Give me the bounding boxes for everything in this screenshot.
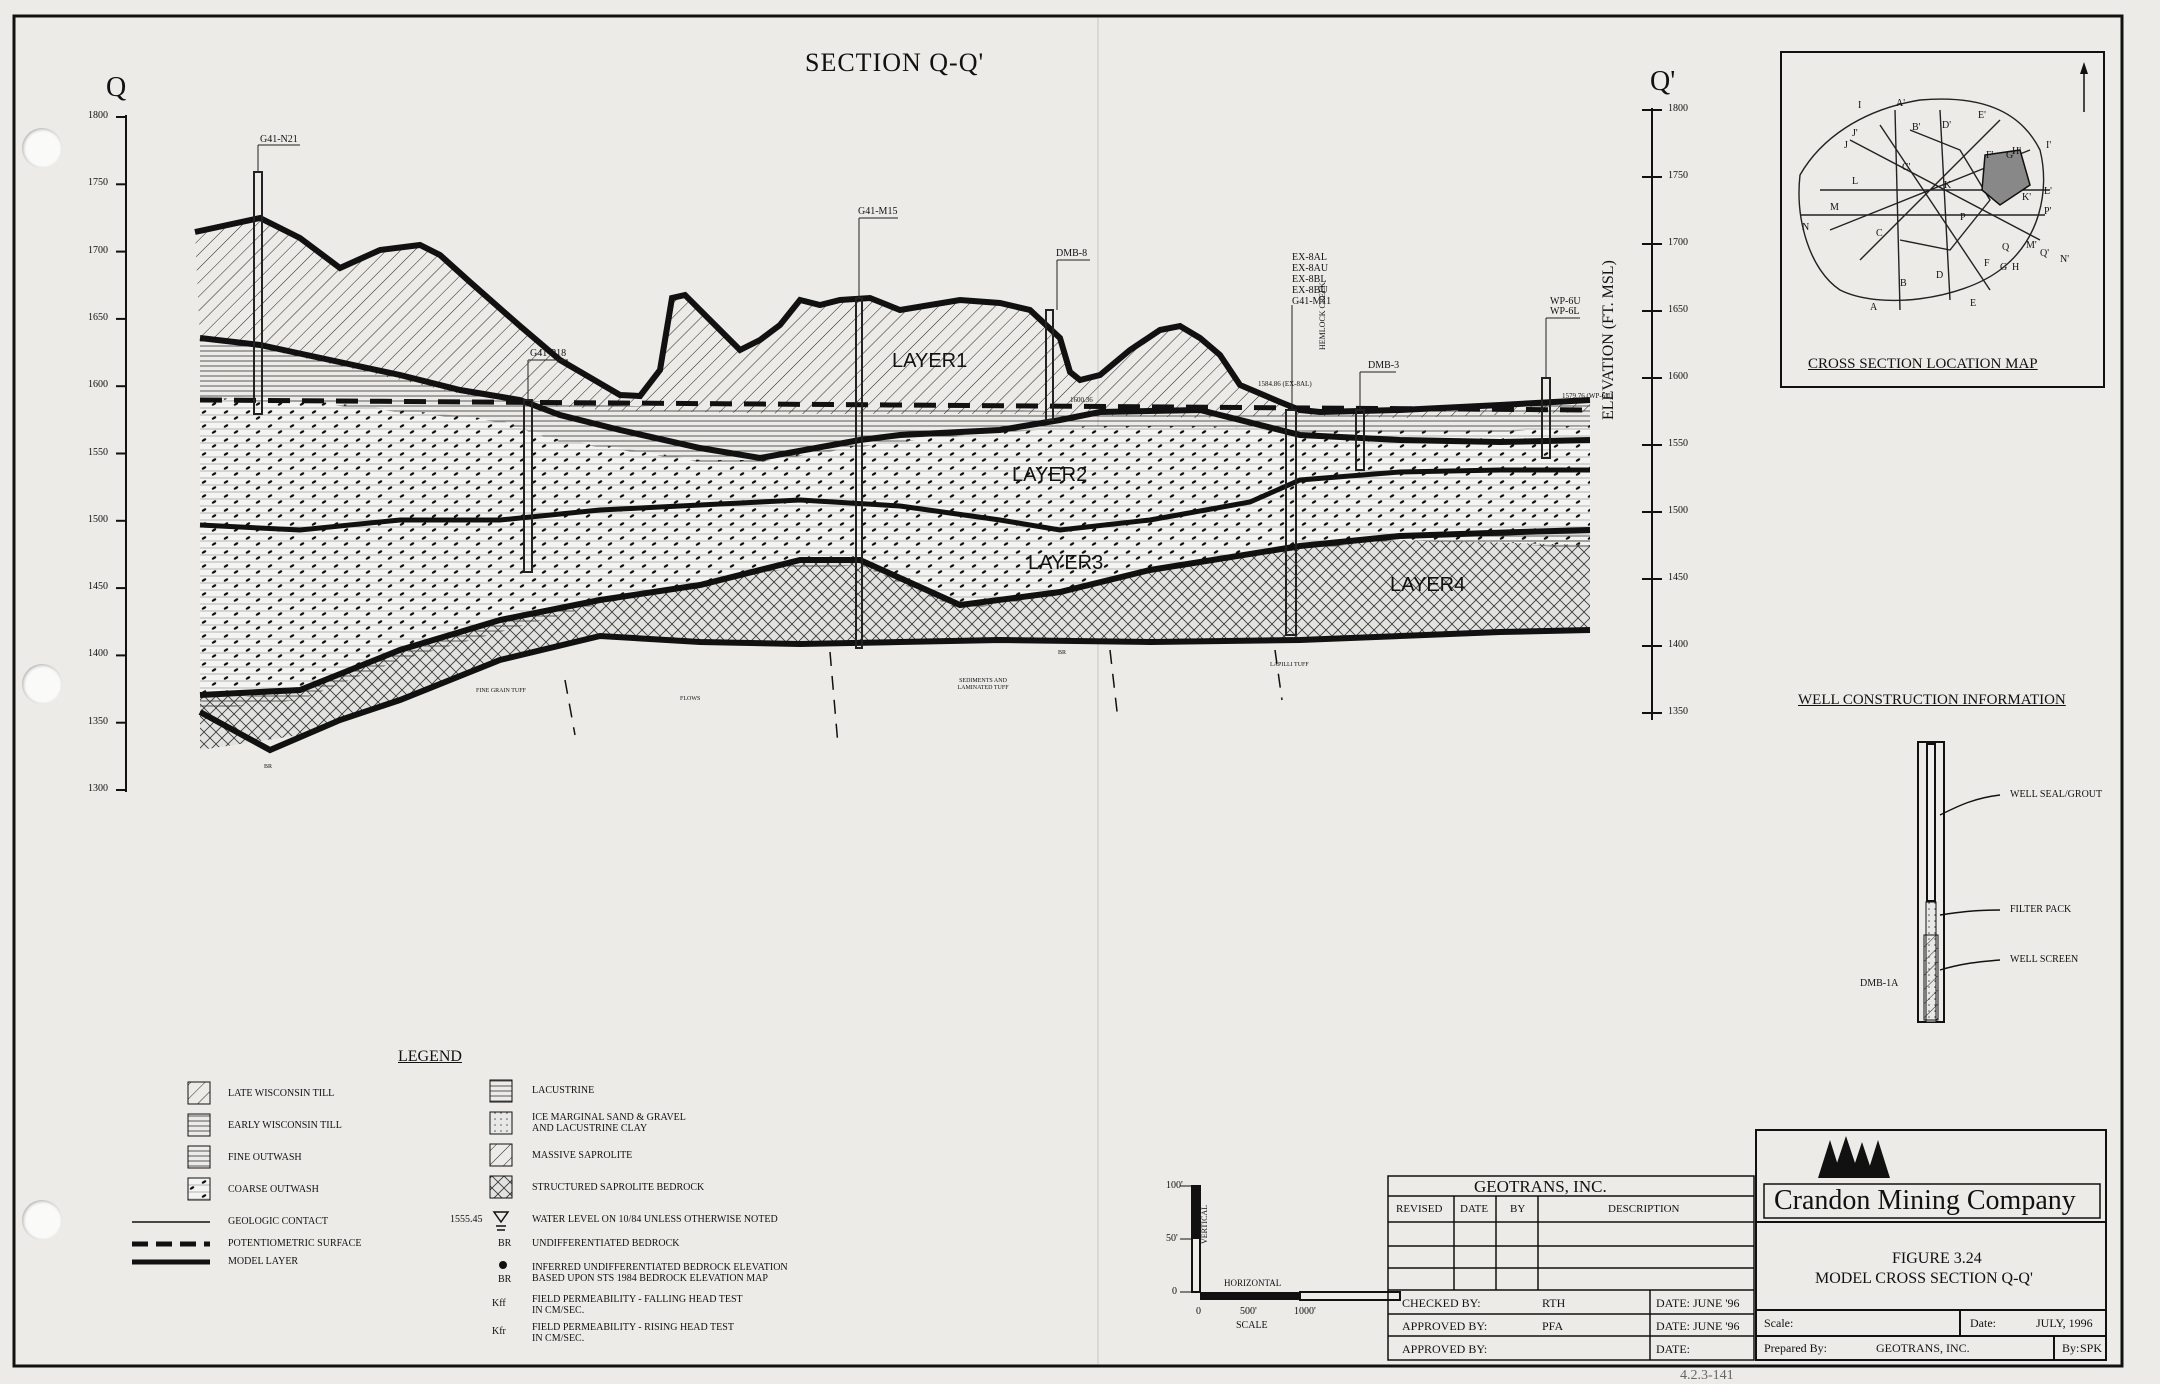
map-section-letter: N [1802, 222, 1810, 233]
section-title: SECTION Q-Q' [805, 48, 985, 77]
scale-graphic [1180, 1186, 1400, 1300]
bedrock-label: LAPILLI TUFF [1270, 662, 1309, 668]
axis-tick-label: 1750 [1668, 170, 1688, 181]
map-section-letter: P' [2044, 206, 2052, 217]
map-section-letter: B' [1912, 122, 1921, 133]
map-section-letter: E' [1978, 110, 1986, 121]
legend-item: EARLY WISCONSIN TILL [228, 1120, 342, 1131]
legend-wl-value: 1555.45 [450, 1214, 483, 1225]
scale-label: 500' [1240, 1306, 1257, 1317]
legend-item: WATER LEVEL ON 10/84 UNLESS OTHERWISE NOTED [532, 1214, 778, 1225]
scale-label: 1000' [1294, 1306, 1316, 1317]
scale-label: 100' [1166, 1180, 1183, 1191]
creek-label: HEMLOCK CREEK [1318, 282, 1327, 350]
map-section-letter: I' [2046, 140, 2052, 151]
approved-by-label: APPROVED BY: [1402, 1342, 1488, 1356]
layer-3-label: LAYER3 [1028, 552, 1104, 574]
legend-br: BR [498, 1238, 512, 1249]
well-id-label: DMB-1A [1860, 978, 1899, 989]
axis-tick-label: 1600 [88, 379, 108, 391]
date-cell: DATE: [1656, 1342, 1690, 1356]
scale-label: 0 [1196, 1306, 1201, 1317]
map-section-letter: C' [1902, 162, 1911, 173]
legend-kfr: Kfr [492, 1326, 506, 1337]
water-level-label: 1600.36 [1070, 396, 1093, 404]
revision-col: BY [1510, 1203, 1526, 1215]
map-section-letter: N' [2060, 254, 2070, 265]
legend-item: POTENTIOMETRIC SURFACE [228, 1238, 362, 1249]
well-label: EX-8AL [1292, 252, 1327, 263]
map-section-letter: G' [2006, 150, 2016, 161]
axis-tick-label: 1650 [1668, 304, 1688, 315]
axis-tick-label: 1400 [88, 648, 108, 660]
map-section-letter: H [2012, 262, 2020, 273]
legend-item: FIELD PERMEABILITY - FALLING HEAD TEST [532, 1294, 743, 1305]
scale-field-label: Scale: [1764, 1316, 1794, 1330]
layer-2-label: LAYER2 [1012, 464, 1088, 486]
axis-tick-label: 1800 [88, 110, 108, 121]
map-section-letter: C [1876, 228, 1883, 239]
scale-label: 0 [1172, 1286, 1177, 1297]
map-section-letter: Q [2002, 242, 2010, 253]
scale-horizontal-label: HORIZONTAL [1224, 1278, 1282, 1288]
bedrock-label: FLOWS [680, 696, 701, 702]
legend-item: IN CM/SEC. [532, 1305, 585, 1316]
well-label: G41-P18 [530, 348, 567, 359]
map-section-letter: L [1852, 176, 1859, 187]
map-section-letter: L' [2044, 186, 2052, 197]
axis-tick-label: 1600 [1668, 371, 1688, 382]
approved-by-label: APPROVED BY: [1402, 1319, 1488, 1333]
bedrock-label: BR [264, 764, 273, 770]
legend-item: FIELD PERMEABILITY - RISING HEAD TEST [532, 1322, 734, 1333]
legend-item: MODEL LAYER [228, 1256, 299, 1267]
revision-company: GEOTRANS, INC. [1474, 1177, 1607, 1196]
legend-item: INFERRED UNDIFFERENTIATED BEDROCK ELEVATION [532, 1262, 788, 1273]
axis-tick-label: 1350 [88, 715, 108, 727]
well-label: G41-M11 [1292, 296, 1332, 307]
axis-tick-label: 1550 [88, 446, 108, 458]
layer-1-label: LAYER1 [892, 350, 968, 372]
section-end-marker: Q' [1650, 66, 1676, 97]
well-label: WP-6L [1550, 306, 1580, 317]
date-cell: DATE: JUNE '96 [1656, 1319, 1740, 1333]
well-label: WP-6U [1550, 296, 1581, 307]
map-section-letter: P [1960, 212, 1966, 223]
map-section-letter: B [1900, 278, 1907, 289]
well-label: G41-N21 [260, 134, 298, 145]
company-logo-trees [1818, 1136, 1890, 1178]
well-label: G41-M15 [858, 206, 898, 217]
legend-item: BASED UPON STS 1984 BEDROCK ELEVATION MAP [532, 1273, 768, 1284]
scale-vertical-label: VERTICAL [1200, 1204, 1209, 1244]
page-number: 4.2.3-141 [1680, 1368, 1734, 1383]
map-section-letter: G [2000, 262, 2008, 273]
well-label: DMB-3 [1368, 360, 1400, 371]
legend-kff: Kff [492, 1298, 506, 1309]
prepared-by: GEOTRANS, INC. [1876, 1341, 1970, 1355]
map-section-letter: K' [2022, 192, 2032, 203]
scale-label: 50' [1166, 1233, 1178, 1244]
well-label: EX-8BL [1292, 274, 1327, 285]
legend-item: FINE OUTWASH [228, 1152, 302, 1163]
map-section-letter: K [1944, 180, 1952, 191]
legend-item: LATE WISCONSIN TILL [228, 1088, 335, 1099]
checked-by-label: CHECKED BY: [1402, 1296, 1481, 1310]
figure-number: FIGURE 3.24 [1892, 1250, 1982, 1267]
elevation-axis-title: ELEVATION (FT. MSL) [1600, 260, 1617, 420]
axis-tick-label: 1550 [1668, 438, 1688, 449]
legend-title: LEGEND [398, 1048, 462, 1065]
date-field: JULY, 1996 [2036, 1316, 2093, 1330]
axis-tick-label: 1450 [1668, 572, 1688, 583]
axis-tick-label: 1700 [88, 244, 108, 256]
map-section-letter: D [1936, 270, 1944, 281]
location-map-title: CROSS SECTION LOCATION MAP [1808, 356, 2038, 372]
axis-tick-label: 1350 [1668, 706, 1688, 717]
map-section-letter: F' [1986, 150, 1994, 161]
revision-col: REVISED [1396, 1203, 1443, 1215]
well-label: EX-8BU [1292, 285, 1328, 296]
bedrock-label: SEDIMENTS AND LAMINATED TUFF [957, 678, 1009, 691]
axis-tick-label: 1300 [88, 783, 108, 794]
map-section-letter: D' [1942, 120, 1952, 131]
legend-br: BR [498, 1274, 512, 1285]
axis-tick-label: 1500 [88, 513, 108, 525]
legend-item: UNDIFFERENTIATED BEDROCK [532, 1238, 680, 1249]
legend-item: MASSIVE SAPROLITE [532, 1150, 633, 1161]
legend-item: IN CM/SEC. [532, 1333, 585, 1344]
date-field-label: Date: [1970, 1316, 1996, 1330]
date-cell: DATE: JUNE '96 [1656, 1296, 1740, 1310]
map-section-letter: M' [2026, 240, 2037, 251]
map-section-letter: M [1830, 202, 1839, 213]
company-name: Crandon Mining Company [1774, 1185, 2076, 1216]
prepared-by-label: Prepared By: [1764, 1341, 1827, 1355]
checked-by: RTH [1542, 1296, 1566, 1310]
legend-item: GEOLOGIC CONTACT [228, 1216, 329, 1227]
map-section-letter: A' [1896, 98, 1906, 109]
map-section-letter: F [1984, 258, 1990, 269]
well-label: EX-8AU [1292, 263, 1329, 274]
well-label: DMB-8 [1056, 248, 1088, 259]
legend-item: AND LACUSTRINE CLAY [532, 1123, 648, 1134]
well-seal-label: WELL SEAL/GROUT [2010, 789, 2103, 800]
legend-item: LACUSTRINE [532, 1085, 595, 1096]
map-section-letter: I [1858, 100, 1862, 111]
filter-pack-label: FILTER PACK [2010, 904, 2072, 915]
map-section-letter: J' [1852, 128, 1858, 139]
section-start-marker: Q [106, 72, 127, 103]
axis-tick-label: 1500 [1668, 505, 1688, 516]
by-value: SPK [2080, 1341, 2103, 1355]
legend-item: ICE MARGINAL SAND & GRAVEL [532, 1112, 686, 1123]
revision-col: DATE [1460, 1203, 1489, 1215]
axis-tick-label: 1650 [88, 311, 108, 323]
layer-4-label: LAYER4 [1390, 574, 1466, 596]
well-screen-label: WELL SCREEN [2010, 954, 2079, 965]
approved-by: PFA [1542, 1319, 1564, 1333]
scale-title: SCALE [1236, 1320, 1268, 1331]
axis-tick-label: 1400 [1668, 639, 1688, 650]
map-section-letter: H' [2012, 146, 2022, 157]
axis-tick-label: 1800 [1668, 103, 1688, 114]
map-section-letter: A [1870, 302, 1878, 313]
figure-subtitle: MODEL CROSS SECTION Q-Q' [1815, 1270, 2033, 1287]
legend-item: STRUCTURED SAPROLITE BEDROCK [532, 1182, 705, 1193]
map-section-letter: Q' [2040, 248, 2050, 259]
water-level-label: 1584.86 (EX-8AL) [1258, 380, 1312, 388]
axis-tick-label: 1750 [88, 177, 108, 189]
map-section-letter: J [1844, 140, 1848, 151]
bedrock-label: FINE GRAIN TUFF [476, 688, 526, 694]
bedrock-label: BR [1058, 650, 1067, 656]
well-info-title: WELL CONSTRUCTION INFORMATION [1798, 692, 2066, 708]
axis-tick-label: 1450 [88, 581, 108, 593]
water-level-label: 1579.76 (WP-6U) [1562, 392, 1613, 400]
axis-tick-label: 1700 [1668, 237, 1688, 248]
well-screen [1924, 935, 1938, 1020]
by-label: By: [2062, 1341, 2080, 1355]
map-section-letter: E [1970, 298, 1977, 309]
legend-item: COARSE OUTWASH [228, 1184, 319, 1195]
revision-col: DESCRIPTION [1608, 1203, 1680, 1215]
